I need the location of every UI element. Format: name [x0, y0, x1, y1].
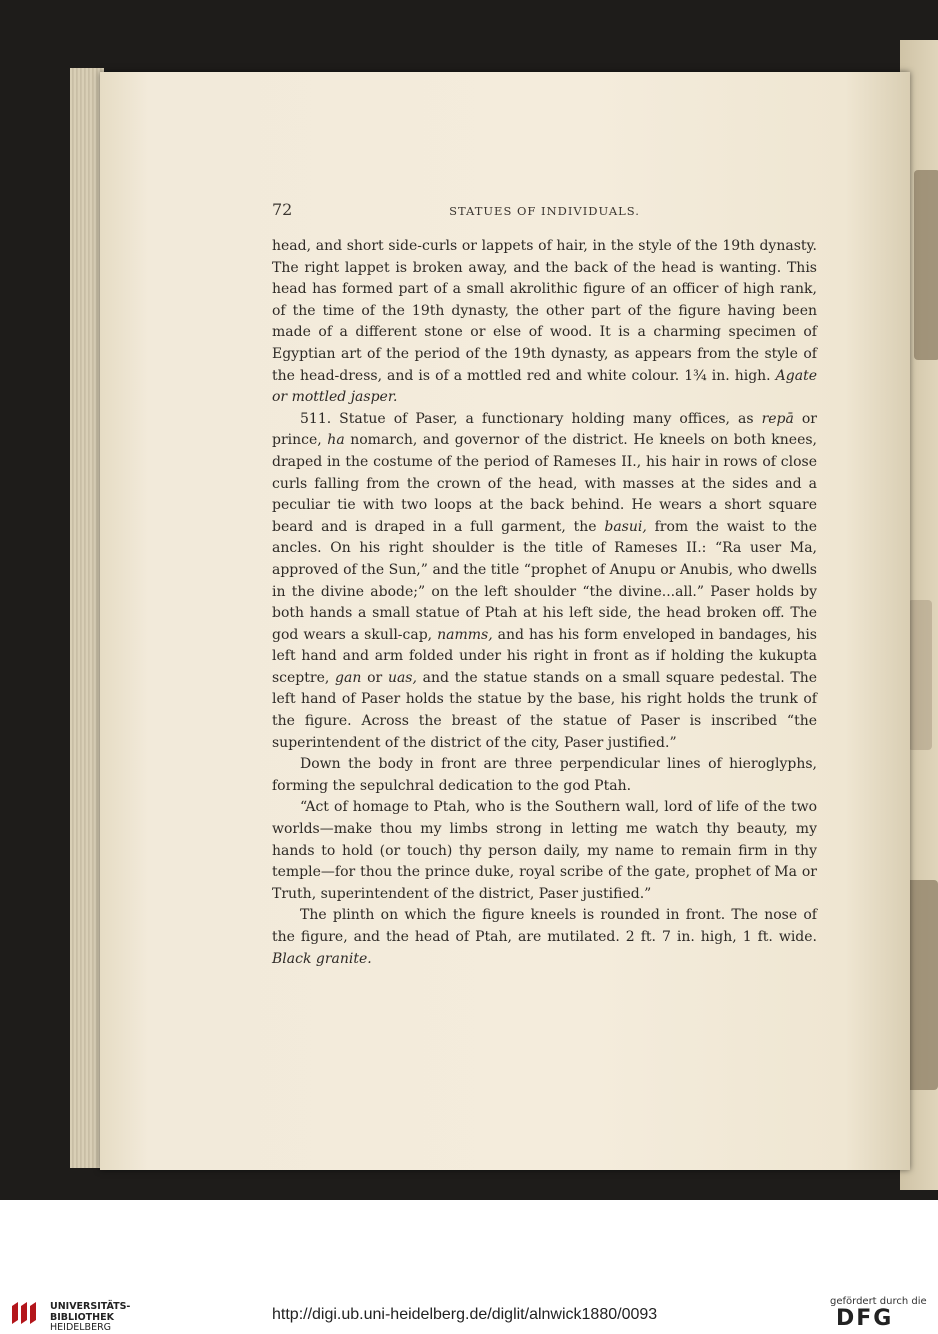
library-name-line: BIBLIOTHEK: [50, 1311, 114, 1323]
paragraph-text: The plinth on which the figure kneels is rounded in front. The nose of the figure, and the head of Ptah, are mutilated. 2 ft. 7 in. high, 1 ft. wide.: [272, 907, 817, 945]
dfg-logo: DFG: [836, 1306, 894, 1331]
library-name-line: HEIDELBERG: [50, 1322, 112, 1333]
italic-term: namms,: [437, 626, 493, 643]
italic-term: gan: [335, 669, 362, 686]
paragraph-entry-511: [272, 409, 817, 755]
library-name-line: UNIVERSITÄTS-: [50, 1301, 131, 1312]
paragraph-text: and the statue stands on a small square pedestal. The left hand of Paser holds the statue by the base, his right holds the trunk of the figure. Across the breast of the statue of Paser is inscribed “the superintendent of the district of the city, Paser justified.”: [272, 669, 818, 751]
paragraph-text: nomarch, and governor of the district. He kneels on both knees, draped in the costume of the period of Rameses II., his hair in rows of close curls falling from the crown of the head, with masses at the sides and a peculiar tie with two loops at the back behind. He wears a short square beard and is draped in a full garment, the: [272, 432, 817, 535]
material-note: Black granite.: [272, 950, 372, 967]
paragraph-text: or prince,: [272, 410, 817, 449]
paragraph-text: from the waist to the ancles. On his right shoulder is the title of Rameses II.: “Ra user Ma, approved of the Sun,” and the title “prophet of Anupu or Anubis, who dwells in the divine abode;” on the left shoulder “the divine...all.” Paser holds by both hands a small statue of Ptah at his left side, the head broken off. The god wears a skull-cap,: [272, 518, 818, 643]
library-logo-icon: [10, 1300, 42, 1326]
running-title: STATUES OF INDIVIDUALS.: [449, 204, 640, 218]
funder-label: gefördert durch die: [830, 1296, 927, 1307]
library-name: [50, 1302, 160, 1334]
body-text: [272, 236, 817, 970]
paragraph-continuation: [272, 236, 817, 409]
italic-term: uas,: [387, 669, 417, 686]
paragraph-text: and has his form enveloped in bandages, his left hand and arm folded under his right in front as if holding the kukupta sceptre,: [272, 626, 817, 686]
italic-term: basui,: [604, 518, 647, 535]
italic-term: ha: [327, 432, 345, 449]
page-number: 72: [272, 200, 293, 219]
paragraph-text: 511. Statue of Paser, a functionary holding many offices, as: [300, 410, 762, 427]
paragraph-hieroglyphs: Down the body in front are three perpendicular lines of hieroglyphs, forming the sepulchral dedication to the god Ptah.: [272, 756, 817, 794]
paragraph-text: head, and short side-curls or lappets of hair, in the style of the 19th dynasty. The right lappet is broken away, and the back of the head is wanting. This head has formed part of a small akrolithic figure of an officer of high rank, of the time of the 19th dynasty, the other part of the figure having been made of a different stone or else of wood. It is a charming specimen of Egyptian art of the period of the 19th dynasty, as appears from the style of the head-dress, and is of a mottled red and white colour. 1¾ in. high.: [272, 238, 817, 384]
source-url-link[interactable]: http://digi.ub.uni-heidelberg.de/diglit/alnwick1880/0093: [272, 1306, 658, 1323]
page-edges: [70, 68, 104, 1168]
paragraph-dedication: “Act of homage to Ptah, who is the Southern wall, lord of life of the two worlds—make thou my limbs strong in letting me watch thy beauty, my hands to hold (or touch) thy person daily, my name to remain firm in thy temple—for thou the prince duke, royal scribe of the gate, prophet of Ma or Truth, superintendent of the district, Paser justified.”: [272, 799, 817, 902]
paragraph-text: or: [361, 669, 388, 686]
italic-term: repā: [761, 410, 794, 427]
paragraph-plinth: [272, 905, 817, 970]
material-note: Agate or mottled jasper.: [272, 367, 817, 406]
running-head: [272, 200, 817, 222]
